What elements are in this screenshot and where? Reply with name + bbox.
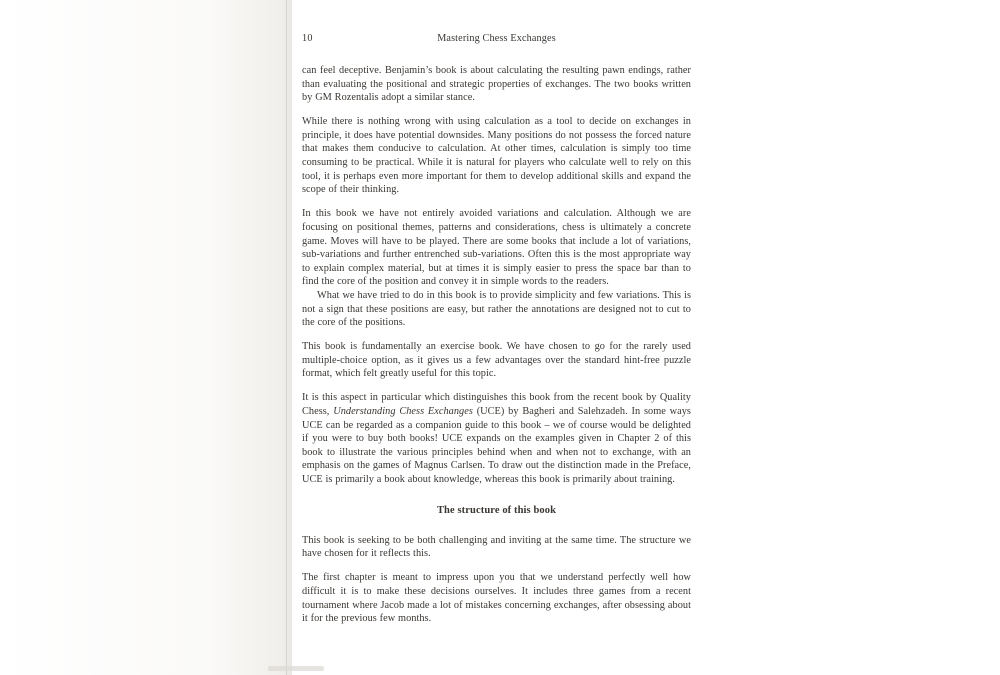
- paragraph-1: can feel deceptive. Benjamin’s book is about calculating the resulting pawn endings, rather than evaluating the positional and strategic properties of exchanges. The two books written by GM Rozentalis adopt a similar stance.: [302, 65, 691, 104]
- page-number: 10: [302, 33, 313, 44]
- paragraph-6-tail-text: (UCE) by Bagheri and Salehzadeh. In some ways UCE can be regarded as a companion guide to this book – we of course would be delighted if you were to buy both books! UCE expands on the examples given in Chapter 2 of this book to illustrate the various principles behind when and when not to exchange, with an emphasis on the games of Magnus Carlsen. To draw out the distinction made in the Preface, UCE is primarily a book about knowledge, whereas this book is primarily about training.: [302, 406, 691, 486]
- paragraph-6-lead-text: It is this aspect in particular which distinguishes this book from the recent book by Quality Chess,: [302, 392, 691, 418]
- page-gutter-shadow: [0, 0, 292, 675]
- page-text-block: [302, 30, 691, 626]
- paragraph-7: This book is seeking to be both challenging and inviting at the same time. The structure we have chosen for it reflects this.: [302, 534, 691, 560]
- page-edge-smudge: [268, 666, 324, 671]
- section-heading: The structure of this book: [436, 504, 557, 516]
- paragraph-8: The first chapter is meant to impress upon you that we understand perfectly well how difficult it is to make these decisions ourselves. It includes three games from a recent tournament where Jacob made a lot of mistakes concerning exchanges, after obsessing about it for the previous few months.: [302, 572, 691, 625]
- paragraph-3: In this book we have not entirely avoided variations and calculation. Although we are focusing on positional themes, patterns and considerations, chess is ultimately a concrete game. Moves will have to be played. There are some books that include a lot of variations, sub-variations and further entrenched sub-variations. Often this is the most appropriate way to explain complex material, but at times it is simply easier to press the space bar than to find the core of the position and convey it in simple words to the readers.: [302, 208, 691, 288]
- paragraph-6: [302, 391, 691, 486]
- running-header: [302, 30, 691, 48]
- referenced-book-title: Understanding Chess Exchanges: [333, 406, 473, 418]
- paragraph-5: This book is fundamentally an exercise book. We have chosen to go for the rarely used multiple-choice option, as it gives us a few advantages over the standard hint-free puzzle format, which felt greatly useful for this topic.: [302, 341, 691, 380]
- paragraph-4-continuation: What we have tried to do in this book is to provide simplicity and few variations. This is not a sign that these positions are easy, but rather the annotations are designed not to cut to the core of the positions.: [302, 289, 691, 329]
- running-head-title: Mastering Chess Exchanges: [437, 33, 556, 44]
- paragraph-2: While there is nothing wrong with using calculation as a tool to decide on exchanges in principle, it does have potential downsides. Many positions do not possess the forced nature that makes them conducive to calculation. At other times, calculation is simply too time consuming to be practical. While it is natural for players who calculate well to rely on this tool, it is perhaps even more important for them to develop additional skills and expand the scope of their thinking.: [302, 116, 691, 196]
- page-gutter-line: [286, 0, 287, 675]
